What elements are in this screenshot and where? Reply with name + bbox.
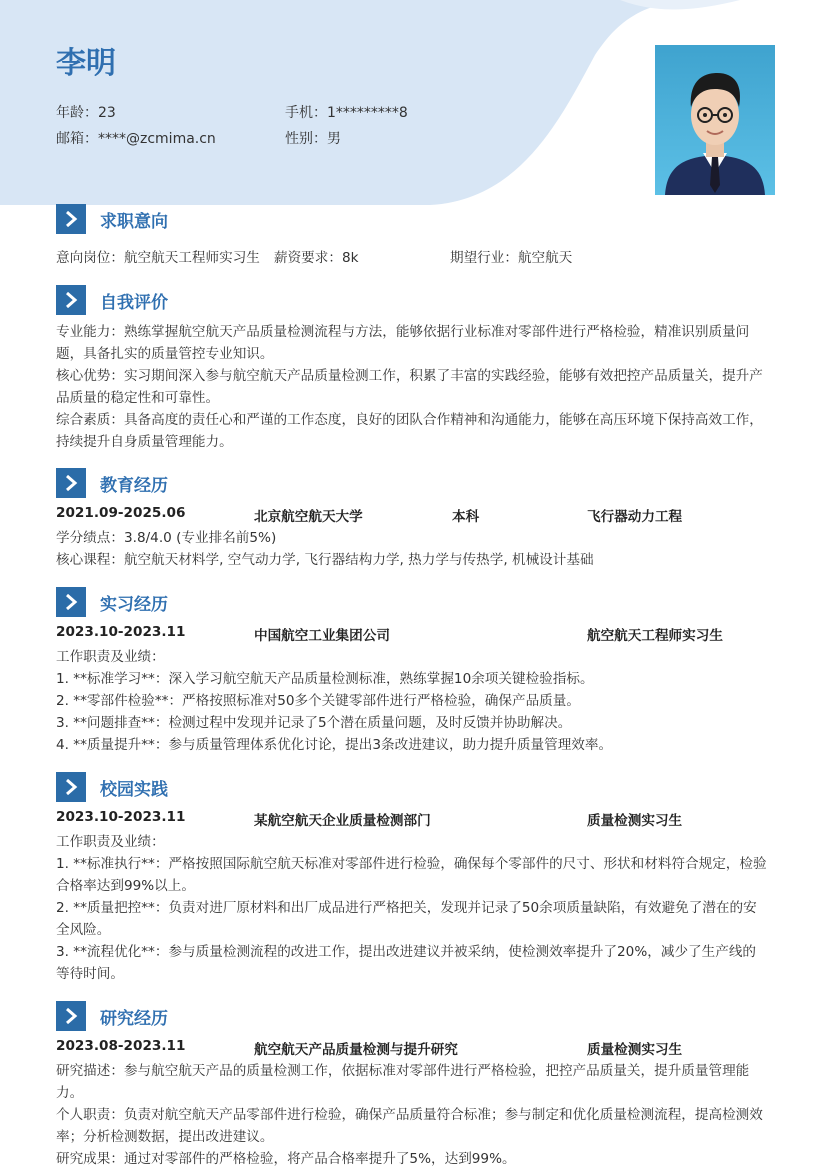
section-campus-practice xyxy=(56,772,768,985)
section-internship xyxy=(56,587,768,756)
section-research xyxy=(56,1001,768,1170)
research-project: 航空航天产品质量检测与提升研究 xyxy=(254,1042,458,1058)
section-self-evaluation xyxy=(56,285,768,453)
section-title: 实习经历 xyxy=(100,594,168,615)
section-title: 研究经历 xyxy=(100,1008,168,1029)
section-title: 校园实践 xyxy=(100,779,168,800)
list-item: 2. **零部件检验**：严格按照标准对50多个关键零部件进行严格检验，确保产品质量。 xyxy=(56,693,580,709)
campus-intro: 工作职责及业绩： xyxy=(56,834,165,850)
campus-date: 2023.10-2023.11 xyxy=(56,809,186,825)
intent-salary: 薪资要求：8k xyxy=(274,250,359,266)
candidate-name: 李明 xyxy=(56,46,116,81)
intern-company: 中国航空工业集团公司 xyxy=(254,628,390,644)
profile-photo xyxy=(655,45,775,195)
age-field: 年龄：23 xyxy=(56,105,116,121)
list-item: 3. **问题排查**：检测过程中发现并记录了5个潜在质量问题，及时反馈并协助解决。 xyxy=(56,715,572,731)
phone-field: 手机：1*********8 xyxy=(285,105,408,121)
list-item: 4. **质量提升**：参与质量管理体系优化讨论，提出3条改进建议，助力提升质量管理效率。 xyxy=(56,737,613,753)
section-job-intent xyxy=(56,204,573,268)
campus-org: 某航空航天企业质量检测部门 xyxy=(254,813,431,829)
research-paragraph: 研究成果：通过对零部件的严格检验，将产品合格率提升了5%，达到99%。 xyxy=(56,1151,516,1167)
research-paragraph: 研究描述：参与航空航天产品的质量检测工作，依据标准对零部件进行严格检验，把控产品质量关，提升质量管理能力。 xyxy=(56,1063,750,1101)
chevron-right-icon xyxy=(56,587,86,617)
edu-degree: 本科 xyxy=(452,509,480,525)
gender-field: 性别：男 xyxy=(285,131,341,147)
chevron-right-icon xyxy=(56,468,86,498)
list-item: 2. **质量把控**：负责对进厂原材料和出厂成品进行严格把关，发现并记录了50余项质量缺陷，有效避免了潜在的安全风险。 xyxy=(56,900,757,938)
edu-date: 2021.09-2025.06 xyxy=(56,505,186,521)
campus-role: 质量检测实习生 xyxy=(587,813,683,829)
research-role: 质量检测实习生 xyxy=(587,1042,683,1058)
chevron-right-icon xyxy=(56,1001,86,1031)
edu-gpa: 学分绩点：3.8/4.0 (专业排名前5%) xyxy=(56,530,277,546)
email-field: 邮箱：****@zcmima.cn xyxy=(56,131,216,147)
intent-industry: 期望行业：航空航天 xyxy=(450,250,573,266)
section-title: 求职意向 xyxy=(100,211,168,232)
intern-date: 2023.10-2023.11 xyxy=(56,624,186,640)
self-eval-paragraph: 专业能力：熟练掌握航空航天产品质量检测流程与方法，能够依据行业标准对零部件进行严格检验，精准识别质量问题，具备扎实的质量管控专业知识。 xyxy=(56,324,750,362)
chevron-right-icon xyxy=(56,285,86,315)
chevron-right-icon xyxy=(56,772,86,802)
section-title: 教育经历 xyxy=(100,475,168,496)
intern-intro: 工作职责及业绩： xyxy=(56,649,165,665)
research-paragraph: 个人职责：负责对航空航天产品零部件进行检验，确保产品质量符合标准；参与制定和优化质量检测流程，提高检测效率；分析检测数据，提出改进建议。 xyxy=(56,1107,763,1145)
list-item: 1. **标准执行**：严格按照国际航空航天标准对零部件进行检验，确保每个零部件的尺寸、形状和材料符合规定，检验合格率达到99%以上。 xyxy=(56,856,767,894)
section-education xyxy=(56,468,768,571)
research-date: 2023.08-2023.11 xyxy=(56,1038,186,1054)
self-eval-paragraph: 综合素质：具备高度的责任心和严谨的工作态度，良好的团队合作精神和沟通能力，能够在高压环境下保持高效工作，持续提升自身质量管理能力。 xyxy=(56,412,763,450)
edu-courses: 核心课程：航空航天材料学, 空气动力学, 飞行器结构力学, 热力学与传热学, 机械设计基础 xyxy=(56,552,594,568)
list-item: 1. **标准学习**：深入学习航空航天产品质量检测标准，熟练掌握10余项关键检验指标。 xyxy=(56,671,594,687)
edu-major: 飞行器动力工程 xyxy=(587,509,683,525)
intent-position: 意向岗位：航空航天工程师实习生 xyxy=(56,250,260,266)
chevron-right-icon xyxy=(56,204,86,234)
edu-school: 北京航空航天大学 xyxy=(254,509,363,525)
self-eval-paragraph: 核心优势：实习期间深入参与航空航天产品质量检测工作，积累了丰富的实践经验，能够有效把控产品质量关，提升产品质量的稳定性和可靠性。 xyxy=(56,368,763,406)
section-title: 自我评价 xyxy=(100,292,168,313)
list-item: 3. **流程优化**：参与质量检测流程的改进工作，提出改进建议并被采纳，使检测效率提升了20%，减少了生产线的等待时间。 xyxy=(56,944,757,982)
intern-role: 航空航天工程师实习生 xyxy=(587,628,723,644)
